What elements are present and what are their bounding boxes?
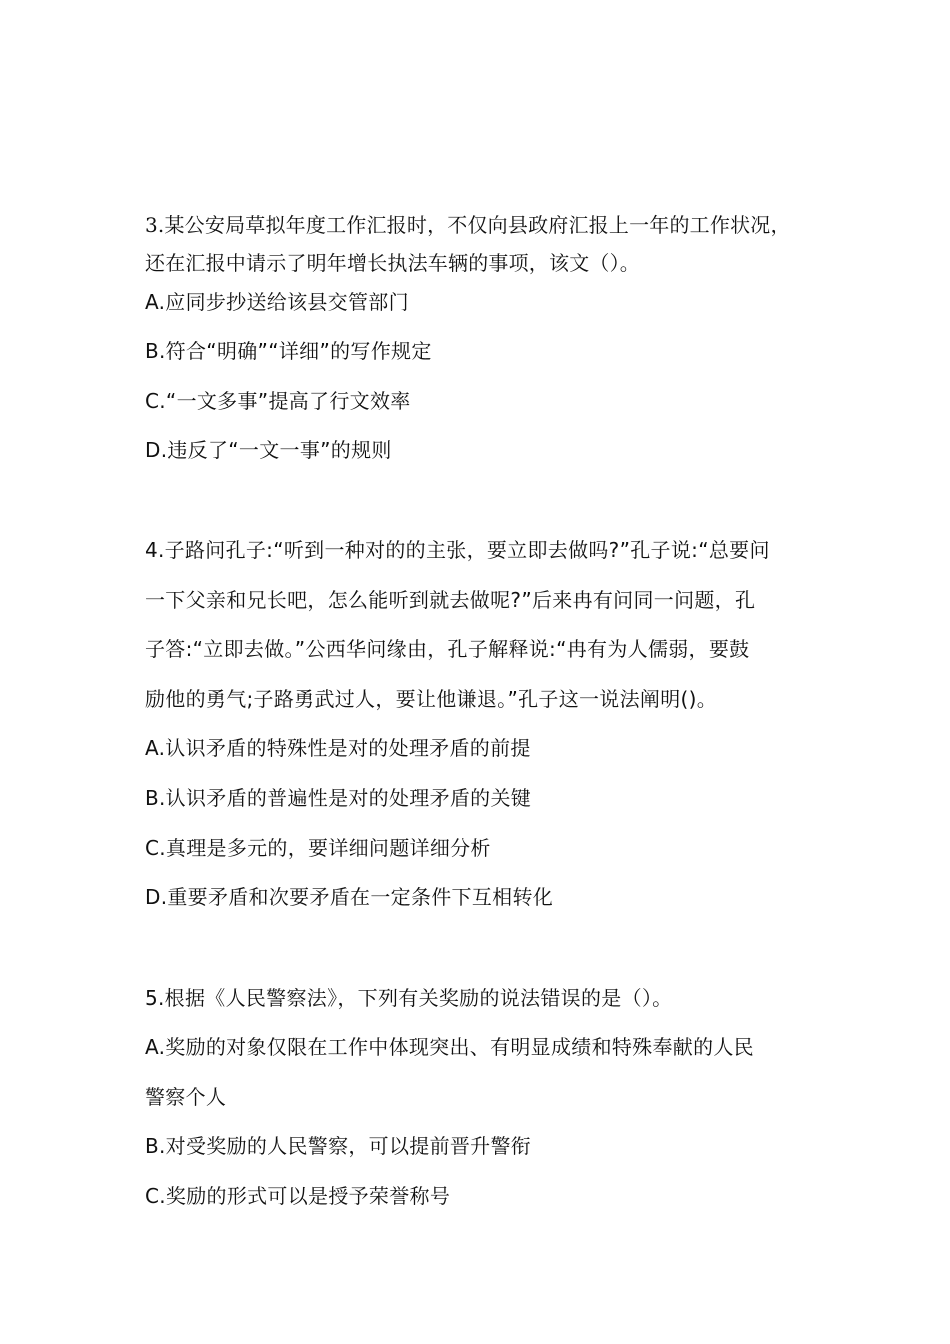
question-3-option-a: A.应同步抄送给该县交管部门 [145,290,409,314]
question-5-text-line-1: 5.根据《人民警察法》，下列有关奖励的说法错误的是（）。 [145,986,673,1010]
question-5-option-b: B.对受奖励的人民警察，可以提前晋升警衔 [145,1134,532,1158]
question-3-text-line-2: 还在汇报中请示了明年增长执法车辆的事项，该文（）。 [145,251,640,275]
question-4-text-line-4: 励他的勇气;子路勇武过人，要让他谦退。”孔子这一说法阐明()。 [145,687,718,711]
question-4-option-d: D.重要矛盾和次要矛盾在一定条件下互相转化 [145,885,554,909]
question-5-option-a-line-2: 警察个人 [145,1085,227,1109]
question-3-option-c: C.“一文多事”提高了行文效率 [145,389,411,413]
question-4-text-line-2: 一下父亲和兄长吧，怎么能听到就去做呢?”后来冉有问同一问题，孔 [145,588,756,612]
question-5-option-a-line-1: A.奖励的对象仅限在工作中体现突出、有明显成绩和特殊奉献的人民 [145,1035,754,1059]
question-5-option-c: C.奖励的形式可以是授予荣誉称号 [145,1184,451,1208]
question-4-text-line-3: 子答:“立即去做。”公西华问缘由，孔子解释说:“冉有为人儒弱，要鼓 [145,637,750,661]
question-4-option-a: A.认识矛盾的特殊性是对的处理矛盾的前提 [145,736,531,760]
question-3-option-b: B.符合“明确”“详细”的写作规定 [145,339,432,363]
question-4-option-c: C.真理是多元的，要详细问题详细分析 [145,836,491,860]
question-4-option-b: B.认识矛盾的普遍性是对的处理矛盾的关键 [145,786,532,810]
question-4-text-line-1: 4.子路问孔子:“听到一种对的的主张，要立即去做吗?”孔子说:“总要问 [145,538,770,562]
question-3-option-d: D.违反了“一文一事”的规则 [145,438,392,462]
question-3-text-line-1: 3.某公安局草拟年度工作汇报时，不仅向县政府汇报上一年的工作状况， [145,213,791,237]
